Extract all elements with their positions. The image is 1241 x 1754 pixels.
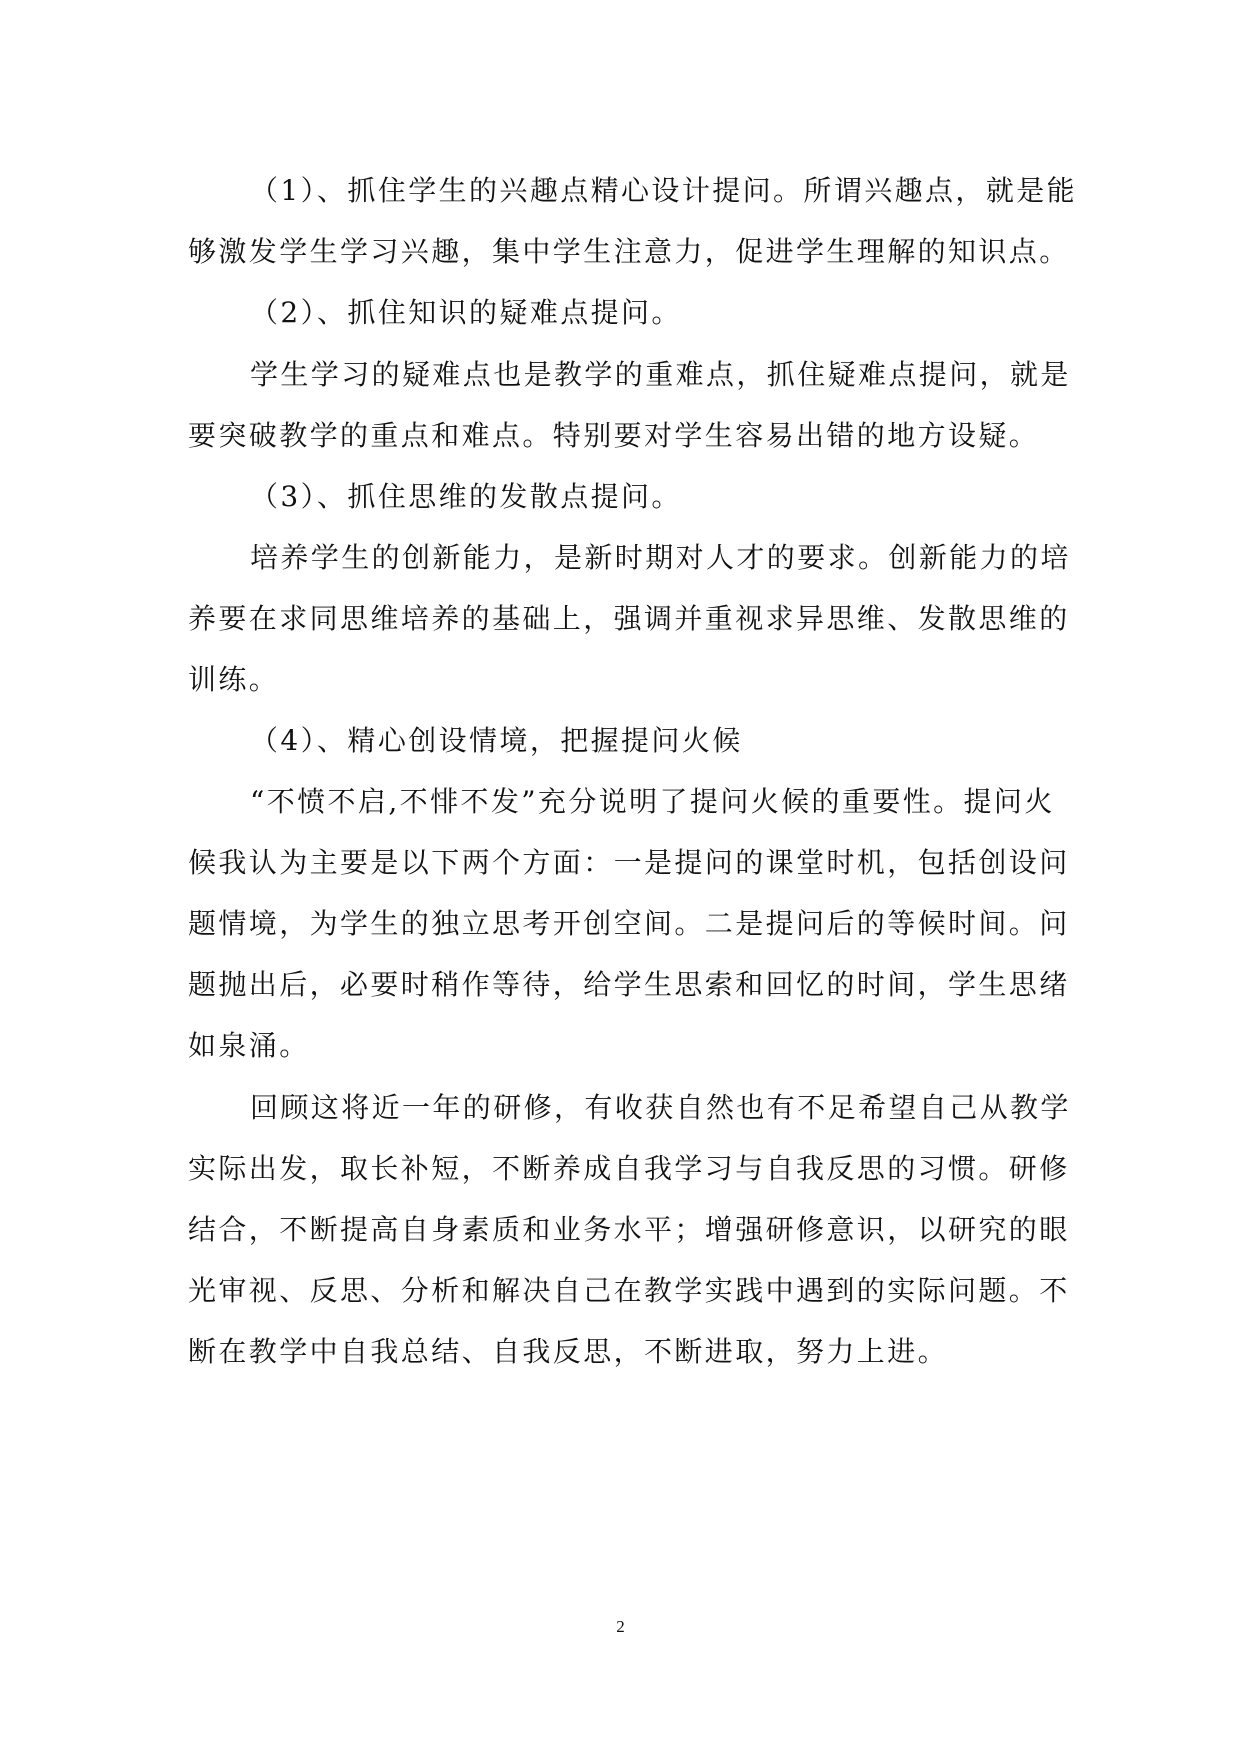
paragraph-divergent-heading: （3）、抓住思维的发散点提问。 [250, 480, 682, 513]
paragraph-difficulty-heading: （2）、抓住知识的疑难点提问。 [250, 296, 682, 329]
paragraph-divergent-body: 培养学生的创新能力，是新时期对人才的要求。创新能力的培养要在求同思维培养的基础上，强调并重视求异思维、发散思维的训练。 [188, 541, 1071, 696]
paragraph-interest-point: （1）、抓住学生的兴趣点精心设计提问。所谓兴趣点，就是能够激发学生学习兴趣，集中学生注意力，促进学生理解的知识点。 [188, 174, 1078, 268]
paragraph-summary: 回顾这将近一年的研修，有收获自然也有不足希望自己从教学实际出发，取长补短，不断养成自我学习与自我反思的习惯。研修结合，不断提高自身素质和业务水平；增强研修意识，以研究的眼光审视、反思、分析和解决自己在教学实践中遇到的实际问题。不断在教学中自我总结、自我反思，不断进取，努力上进。 [188, 1091, 1071, 1368]
paragraph-difficulty-body: 学生学习的疑难点也是教学的重难点，抓住疑难点提问，就是要突破教学的重点和难点。特别要对学生容易出错的地方设疑。 [188, 358, 1071, 452]
paragraph-timing-body: “不愤不启,不悱不发”充分说明了提问火候的重要性。提问火候我认为主要是以下两个方面：一是提问的课堂时机，包括创设问题情境，为学生的独立思考开创空间。二是提问后的等候时间。问题抛出后，必要时稍作等待，给学生思索和回忆的时间，学生思绪如泉涌。 [188, 785, 1070, 1062]
paragraph-timing-heading: （4）、精心创设情境，把握提问火候 [250, 724, 743, 757]
page-number: 2 [616, 1617, 625, 1636]
